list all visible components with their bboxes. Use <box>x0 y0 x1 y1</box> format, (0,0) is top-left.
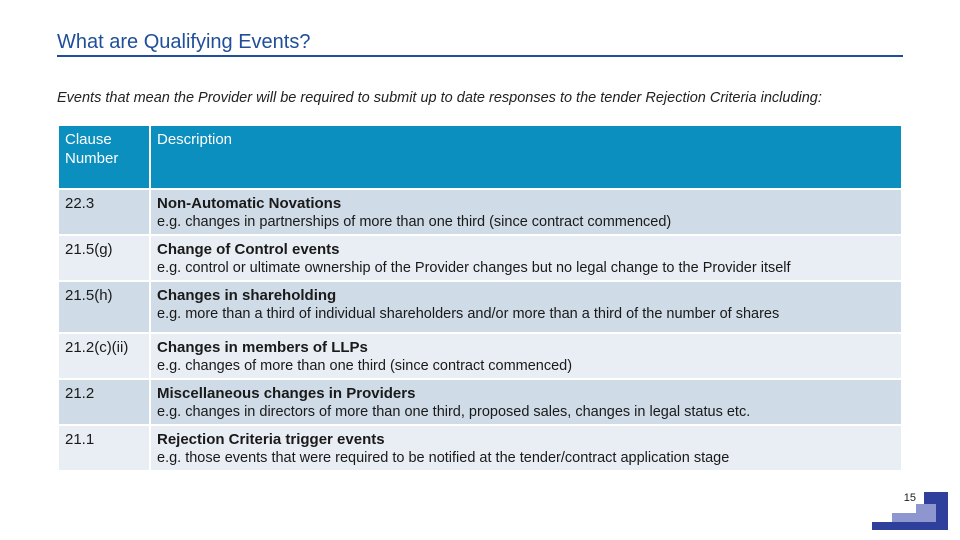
intro-text: Events that mean the Provider will be required to submit up to date responses to the tender Rejection Criteria including: <box>57 90 822 106</box>
table-row <box>58 235 902 281</box>
table-header-row <box>58 125 902 189</box>
clause-cell: 22.3 <box>58 189 150 235</box>
event-title: Changes in members of LLPs <box>157 339 368 356</box>
header-description: Description <box>150 125 902 189</box>
event-title: Change of Control events <box>157 241 340 258</box>
description-cell <box>150 281 902 333</box>
description-cell <box>150 189 902 235</box>
description-cell <box>150 379 902 425</box>
event-title: Rejection Criteria trigger events <box>157 431 385 448</box>
event-title: Miscellaneous changes in Providers <box>157 385 416 402</box>
event-title: Changes in shareholding <box>157 287 337 304</box>
event-description: e.g. changes in directors of more than one third, proposed sales, changes in legal status etc. <box>157 404 751 420</box>
clause-cell: 21.2 <box>58 379 150 425</box>
description-cell <box>150 333 902 379</box>
event-description: e.g. more than a third of individual shareholders and/or more than a third of the number of shares <box>157 306 780 322</box>
event-description: e.g. control or ultimate ownership of the Provider changes but no legal change to the Provider itself <box>157 260 791 276</box>
step-bar-mid <box>916 504 936 522</box>
event-description: e.g. those events that were required to be notified at the tender/contract application stage <box>157 450 730 466</box>
step-bar-tall <box>936 492 948 522</box>
title-divider <box>57 55 903 57</box>
step-bar-bottom <box>872 522 948 530</box>
table-row <box>58 333 902 379</box>
event-title: Non-Automatic Novations <box>157 195 342 212</box>
clause-cell: 21.5(g) <box>58 235 150 281</box>
step-bar-top <box>924 492 936 504</box>
event-description: e.g. changes of more than one third (since contract commenced) <box>157 358 573 374</box>
slide-title: What are Qualifying Events? <box>57 31 311 53</box>
table-row <box>58 281 902 333</box>
table-row <box>58 425 902 471</box>
header-clause-number: Clause Number <box>58 125 150 189</box>
event-description: e.g. changes in partnerships of more than one third (since contract commenced) <box>157 214 672 230</box>
clause-cell: 21.2(c)(ii) <box>58 333 150 379</box>
table-row <box>58 379 902 425</box>
clause-cell: 21.1 <box>58 425 150 471</box>
description-cell <box>150 235 902 281</box>
clause-cell: 21.5(h) <box>58 281 150 333</box>
page-number: 15 <box>903 492 916 504</box>
qualifying-events-table <box>57 124 903 472</box>
step-bar-light <box>892 513 916 522</box>
table-row <box>58 189 902 235</box>
description-cell <box>150 425 902 471</box>
